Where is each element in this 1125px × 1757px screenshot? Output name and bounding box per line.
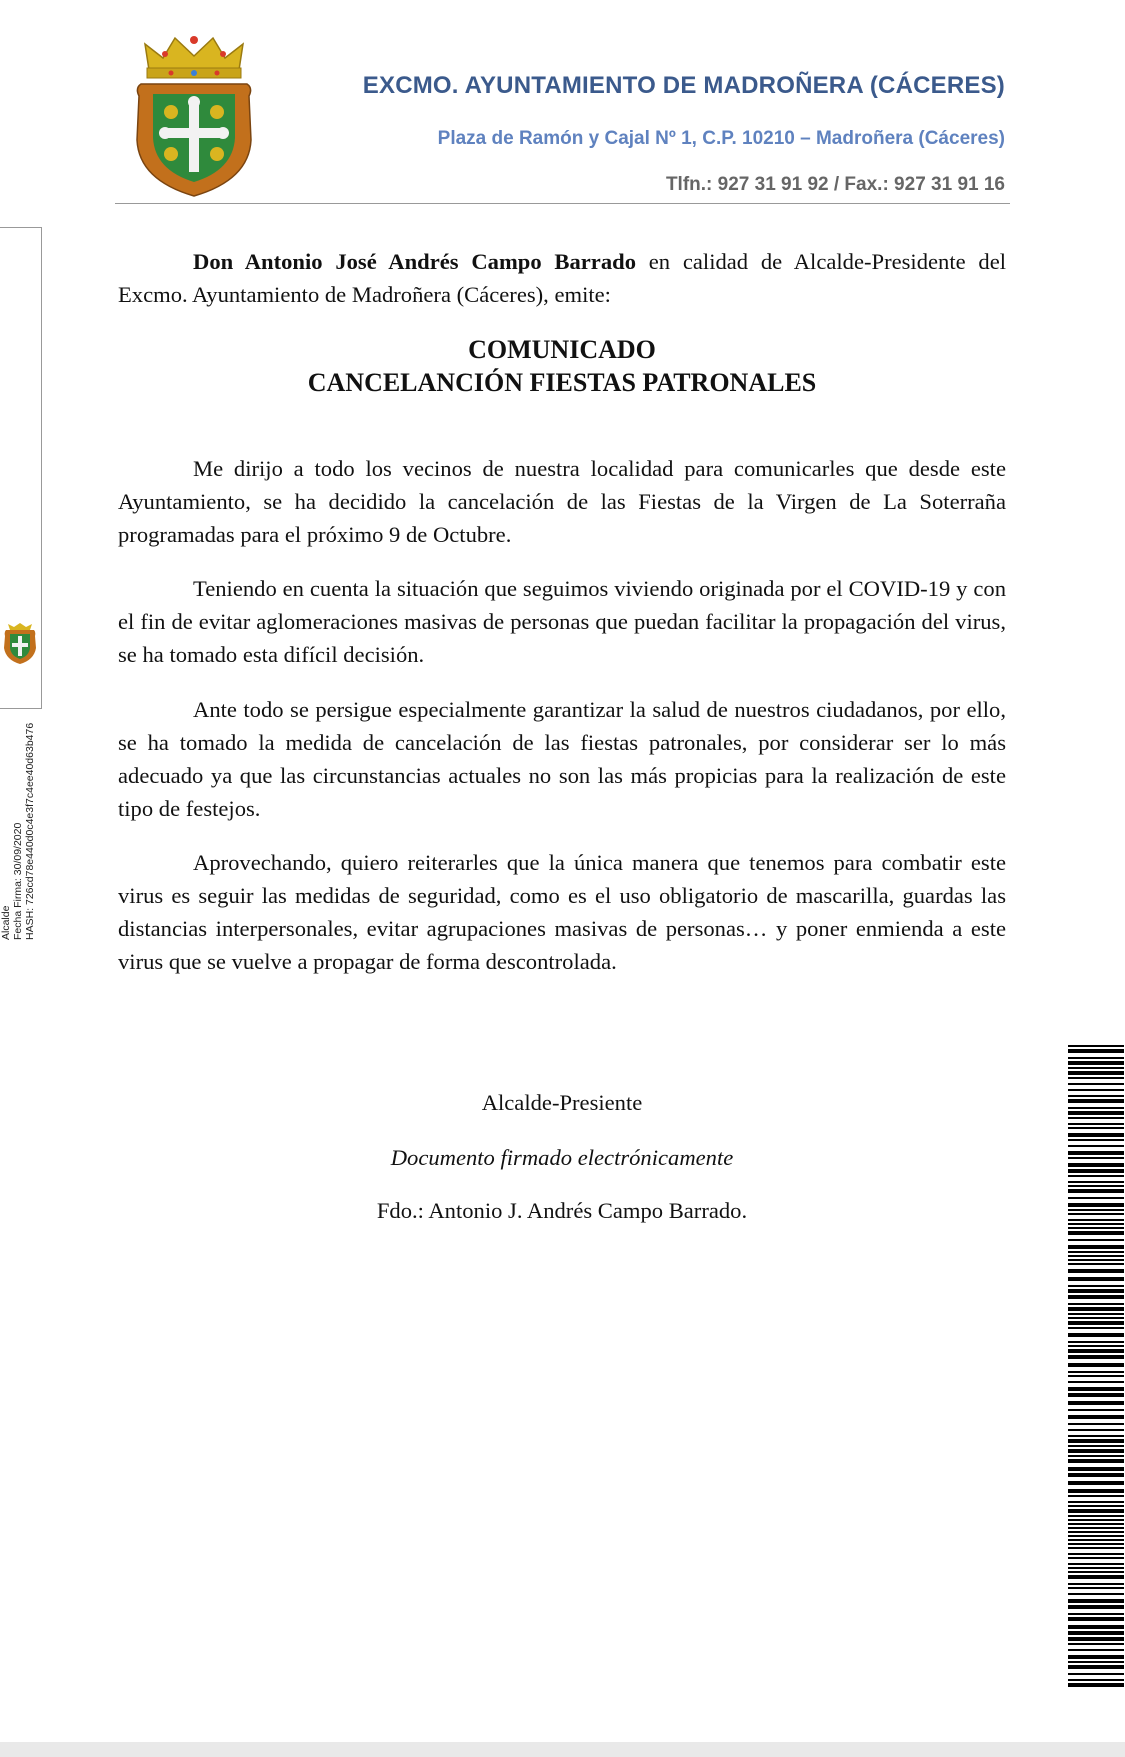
barcode-bar — [1068, 1197, 1124, 1199]
body-paragraph-1: Me dirijo a todo los vecinos de nuestra localidad para comunicarles que desde este Ayuntamiento, se ha decidido la cancelación de las Fiestas de la Virgen de La Soterraña programadas para el próximo 9 de Octubre. — [118, 456, 1006, 547]
signature-date: Fecha Firma: 30/09/2020 — [12, 822, 24, 940]
barcode-bar — [1068, 1327, 1124, 1329]
barcode-bar — [1068, 1683, 1124, 1687]
barcode-bar — [1068, 1539, 1124, 1541]
barcode-bar — [1068, 1567, 1124, 1569]
barcode-bar — [1068, 1679, 1124, 1681]
barcode-bar — [1068, 1317, 1124, 1319]
body-paragraph-2: Teniendo en cuenta la situación que seguimos viviendo originada por el COVID-19 y con el fin de evitar aglomeraciones masivas de personas que puedan facilitar la propagación del virus, se ha tomado esta difícil decisión. — [118, 576, 1006, 667]
barcode-bar — [1068, 1227, 1124, 1229]
barcode-bar — [1068, 1061, 1124, 1065]
barcode-bar — [1068, 1289, 1124, 1293]
barcode-bar — [1068, 1295, 1124, 1299]
signoff-title: Alcalde-Presiente — [481, 1090, 643, 1115]
barcode-bar — [1068, 1259, 1124, 1261]
barcode-bar — [1068, 1203, 1124, 1207]
barcode-bar — [1068, 1245, 1124, 1249]
barcode-bar — [1068, 1189, 1124, 1193]
barcode-bar — [1068, 1181, 1124, 1183]
barcode-bar — [1068, 1415, 1124, 1419]
intro-rest: en calidad de Alcalde-Presidente del Excmo. Ayuntamiento de Madroñera (Cáceres), emite: — [118, 249, 1006, 307]
barcode-bar — [1068, 1313, 1124, 1315]
barcode-bar — [1068, 1481, 1124, 1485]
heading-line-1: COMUNICADO — [468, 335, 656, 364]
signature-hash: HASH: 726cd78e440d0c4e3f7c4ee40d63b476 — [24, 722, 36, 940]
barcode-bar — [1068, 1375, 1124, 1377]
body-paragraph-4: Aprovechando, quiero reiterarles que la única manera que tenemos para combatir este virus es seguir las medidas de seguridad, como es el uso obligatorio de mascarilla, guardas las distancias interpersonales, evitar agrupaciones masivas de personas… y poner enmienda a este virus que se vuelve a propagar de forma descontrolada. — [118, 850, 1006, 974]
barcode-bar — [1068, 1209, 1124, 1211]
barcode-bar — [1068, 1409, 1124, 1411]
heading-line-2: CANCELANCIÓN FIESTAS PATRONALES — [307, 368, 817, 397]
barcode-bar — [1068, 1145, 1124, 1147]
barcode-bar — [1068, 1107, 1124, 1109]
barcode-bar — [1068, 1139, 1124, 1141]
barcode-bar — [1068, 1523, 1124, 1525]
barcode-bar — [1068, 1557, 1124, 1559]
barcode-bar — [1068, 1067, 1124, 1069]
mayor-name: Don Antonio José Andrés Campo Barrado — [193, 249, 636, 274]
barcode-bar — [1068, 1495, 1124, 1497]
barcode-bar — [1068, 1531, 1124, 1533]
barcode-bar — [1068, 1223, 1124, 1225]
barcode-bar — [1068, 1127, 1124, 1129]
barcode-bar — [1068, 1169, 1124, 1173]
barcode-bar — [1068, 1467, 1124, 1471]
barcode-bar — [1068, 1089, 1124, 1091]
barcode-bar — [1068, 1077, 1124, 1079]
barcode-bar — [1068, 1099, 1124, 1103]
barcode-bar — [1068, 1575, 1124, 1579]
barcode-bar — [1068, 1661, 1124, 1663]
barcode-bar — [1068, 1501, 1124, 1503]
barcode-bar — [1068, 1593, 1124, 1595]
coat-of-arms-logo — [135, 30, 253, 200]
barcode-bar — [1068, 1439, 1124, 1443]
barcode-bar — [1068, 1263, 1124, 1265]
barcode-bar — [1068, 1157, 1124, 1159]
barcode-bar — [1068, 1349, 1124, 1353]
barcode-bar — [1068, 1057, 1124, 1059]
barcode-bar — [1068, 1381, 1124, 1383]
barcode-bar — [1068, 1505, 1124, 1507]
barcode-bar — [1068, 1489, 1124, 1493]
barcode-bar — [1068, 1449, 1124, 1453]
barcode-bar — [1068, 1553, 1124, 1555]
barcode-bar — [1068, 1583, 1124, 1585]
barcode-bar — [1068, 1251, 1124, 1253]
barcode-bar — [1068, 1393, 1124, 1397]
barcode-bar — [1068, 1123, 1124, 1125]
barcode-bar — [1068, 1665, 1124, 1669]
barcode-bar — [1068, 1535, 1124, 1537]
barcode-bar — [1068, 1371, 1124, 1373]
barcode-bar — [1068, 1133, 1124, 1137]
barcode-bar — [1068, 1445, 1124, 1447]
barcode-bar — [1068, 1459, 1124, 1463]
barcode-bar — [1068, 1303, 1124, 1305]
barcode-bar — [1068, 1673, 1124, 1675]
barcode-bar — [1068, 1617, 1124, 1621]
barcode-bar — [1068, 1071, 1124, 1075]
barcode-bar — [1068, 1219, 1124, 1221]
barcode-bar — [1068, 1435, 1124, 1437]
barcode-bar — [1068, 1083, 1124, 1085]
barcode-bar — [1068, 1333, 1124, 1337]
barcode-bar — [1068, 1095, 1124, 1097]
barcode-bar — [1068, 1231, 1124, 1235]
body-paragraph-3: Ante todo se persigue especialmente garantizar la salud de nuestros ciudadanos, por ello, se ha tomado la medida de cancelación de las fiestas patronales, por considerar ser lo más adecuado ya que las circunstancias actuales no son las más propicias para la realización de este tipo de festejos. — [118, 697, 1006, 821]
barcode-bar — [1068, 1401, 1124, 1405]
barcode-bar — [1068, 1519, 1124, 1521]
barcode-bar — [1068, 1269, 1124, 1273]
barcode-bar — [1068, 1543, 1124, 1545]
barcode-bar — [1068, 1213, 1124, 1215]
barcode-bar — [1068, 1527, 1124, 1529]
barcode-bar — [1068, 1163, 1124, 1167]
barcode-bar — [1068, 1613, 1124, 1615]
barcode-bar — [1068, 1509, 1124, 1513]
barcode-bar — [1068, 1341, 1124, 1343]
barcode-bar — [1068, 1307, 1124, 1311]
barcode-bar — [1068, 1387, 1124, 1391]
header-divider — [115, 203, 1010, 204]
signoff-note: Documento firmado electrónicamente — [390, 1145, 734, 1170]
header-title: EXCMO. AYUNTAMIENTO DE MADROÑERA (CÁCERES) — [362, 72, 1005, 99]
barcode-bar — [1068, 1321, 1124, 1325]
barcode-bar — [1068, 1239, 1124, 1241]
barcode-bar — [1068, 1363, 1124, 1367]
barcode-bar — [1068, 1563, 1124, 1565]
barcode-bar — [1068, 1625, 1124, 1629]
barcode-bar — [1068, 1345, 1124, 1347]
barcode-bar — [1068, 1049, 1124, 1053]
document-heading — [118, 333, 1006, 399]
barcode-bar — [1068, 1473, 1124, 1477]
barcode-bar — [1068, 1547, 1124, 1549]
barcode-bar — [1068, 1587, 1124, 1589]
signature-role: Alcalde — [0, 905, 12, 940]
barcode-bar — [1068, 1455, 1124, 1457]
barcode-bar — [1068, 1117, 1124, 1119]
barcode-bar — [1068, 1643, 1124, 1645]
document-barcode — [1068, 1045, 1124, 1690]
header-address: Plaza de Ramón y Cajal Nº 1, C.P. 10210 – Madroñera (Cáceres) — [437, 128, 1005, 149]
barcode-bar — [1068, 1599, 1124, 1603]
header-phone: Tlfn.: 927 31 91 92 / Fax.: 927 31 91 16 — [665, 174, 1005, 195]
barcode-bar — [1068, 1571, 1124, 1573]
barcode-bar — [1068, 1285, 1124, 1287]
barcode-bar — [1068, 1515, 1124, 1517]
barcode-bar — [1068, 1185, 1124, 1187]
barcode-bar — [1068, 1277, 1124, 1281]
barcode-bar — [1068, 1111, 1124, 1115]
barcode-bar — [1068, 1151, 1124, 1155]
barcode-bar — [1068, 1423, 1124, 1425]
barcode-bar — [1068, 1649, 1124, 1651]
intro-paragraph — [118, 245, 1006, 311]
page-bottom-edge — [0, 1742, 1125, 1757]
signature-crest-icon — [2, 622, 38, 666]
barcode-bar — [1068, 1637, 1124, 1641]
barcode-bar — [1068, 1045, 1124, 1047]
signoff-signer: Fdo.: Antonio J. Andrés Campo Barrado. — [376, 1198, 748, 1223]
barcode-bar — [1068, 1175, 1124, 1177]
barcode-bar — [1068, 1605, 1124, 1609]
barcode-bar — [1068, 1255, 1124, 1257]
barcode-bar — [1068, 1655, 1124, 1659]
barcode-bar — [1068, 1631, 1124, 1635]
barcode-bar — [1068, 1355, 1124, 1359]
barcode-bar — [1068, 1429, 1124, 1431]
